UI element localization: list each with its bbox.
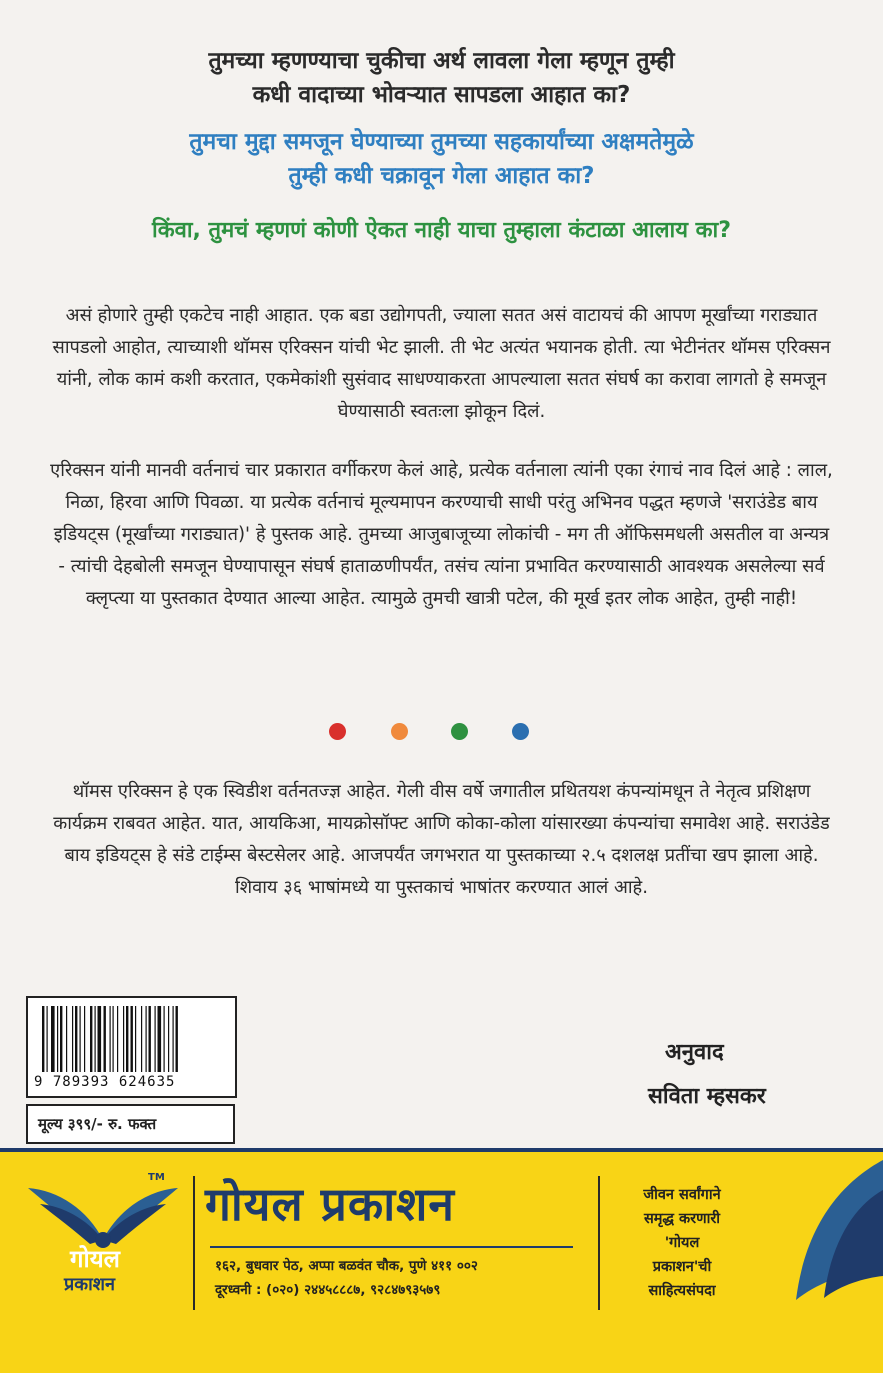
headline-question-1: तुमच्या म्हणण्याचा चुकीचा अर्थ लावला गेला म्हणून तुम्ही कधी वादाच्या भोवऱ्यात सापडला आहात का?: [208, 48, 675, 108]
barcode-icon: [42, 1006, 222, 1072]
banner-border: [0, 1148, 883, 1152]
trademark-mark: TM: [148, 1172, 165, 1183]
translator-label: अनुवाद: [665, 1040, 724, 1065]
color-dots: [0, 723, 883, 743]
red-dot: [329, 723, 346, 740]
banner-divider-left: [193, 1176, 195, 1310]
price-label: मूल्य ३९९/- रु. फक्त: [26, 1104, 235, 1144]
translator-name: सविता म्हसकर: [648, 1084, 766, 1109]
blurb-paragraph-1: असं होणारे तुम्ही एकटेच नाही आहात. एक बडा उद्योगपती, ज्याला सतत असं वाटायचं की आपण मूर्खांच्या गराड्यात सापडलो आहोत, त्याच्याशी थॉमस एरिक्सन यांची भेट झाली. ती भेट अत्यंत भयानक होती. त्या भेटीनंतर थॉमस एरिक्सन यांनी, लोक कामं कशी करतात, एकमेकांशी सुसंवाद साधण्याकरता आपल्याला सतत संघर्ष का करावा लागतो हे समजून घेण्यासाठी स्वतःला झोकून दिलं.: [52, 305, 831, 422]
isbn-barcode: [26, 996, 237, 1098]
orange-dot: [391, 723, 408, 740]
logo-text-prakashan: प्रकाशन: [64, 1274, 115, 1295]
isbn-number: 9 789393 624635: [34, 1074, 176, 1090]
wing-decoration-icon: [776, 1160, 883, 1310]
publisher-name: गोयल प्रकाशन: [205, 1177, 455, 1231]
publisher-address: १६२, बुधवार पेठ, अप्पा बळवंत चौक, पुणे ४११ ००२: [215, 1258, 478, 1274]
publisher-tagline: जीवन सर्वांगाने समृद्ध करणारी 'गोयल प्रकाशन'ची साहित्यसंपदा: [643, 1187, 721, 1299]
publisher-rule: [210, 1246, 573, 1248]
headline-question-2: तुमचा मुद्दा समजून घेण्याच्या तुमच्या सहकार्यांच्या अक्षमतेमुळे तुम्ही कधी चक्रावून गेला आहात का?: [189, 129, 694, 189]
banner-divider-right: [598, 1176, 600, 1310]
headline-question-3: किंवा, तुमचं म्हणणं कोणी ऐकत नाही याचा तुम्हाला कंटाळा आलाय का?: [152, 218, 731, 243]
logo-text-goyal: गोयल: [70, 1245, 120, 1273]
blue-dot: [512, 723, 529, 740]
publisher-phone: दूरध्वनी : (०२०) २४४५८८८७, ९२८४७९३५७९: [215, 1282, 441, 1298]
green-dot: [451, 723, 468, 740]
publisher-logo: [22, 1170, 192, 1310]
blurb-paragraph-2: एरिक्सन यांनी मानवी वर्तनाचं चार प्रकारात वर्गीकरण केलं आहे, प्रत्येक वर्तनाला त्यांनी एका रंगाचं नाव दिलं आहे : लाल, निळा, हिरवा आणि पिवळा. या प्रत्येक वर्तनाचं मूल्यमापन करण्याची साधी परंतु अभिनव पद्धत म्हणजे 'सराउंडेड बाय इडियट्स (मूर्खांच्या गराड्यात)' हे पुस्तक आहे. तुमच्या आजुबाजूच्या लोकांची - मग ती ऑफिसमधली असतील वा अन्यत्र - त्यांची देहबोली समजून घेण्यापासून संघर्ष हाताळणीपर्यंत, तसंच त्यांना प्रभावित करण्यासाठी आवश्यक असलेल्या सर्व क्लृप्त्या या पुस्तकात देण्यात आल्या आहेत. त्यामुळे तुमची खात्री पटेल, की मूर्ख इतर लोक आहेत, तुम्ही नाही!: [50, 460, 833, 609]
author-bio-paragraph: थॉमस एरिक्सन हे एक स्विडीश वर्तनतज्ज्ञ आहेत. गेली वीस वर्षे जगातील प्रथितयश कंपन्यांमधून ते नेतृत्व प्रशिक्षण कार्यक्रम राबवत आहेत. यात, आयकिआ, मायक्रोसॉफ्ट आणि कोका-कोला यांसारख्या कंपन्यांचा समावेश आहे. सराउंडेड बाय इडियट्स हे संडे टाईम्स बेस्टसेलर आहे. आजपर्यंत जगभरात या पुस्तकाच्या २.५ दशलक्ष प्रतींचा खप झाला आहे. शिवाय ३६ भाषांमध्ये या पुस्तकाचं भाषांतर करण्यात आलं आहे.: [53, 781, 830, 898]
